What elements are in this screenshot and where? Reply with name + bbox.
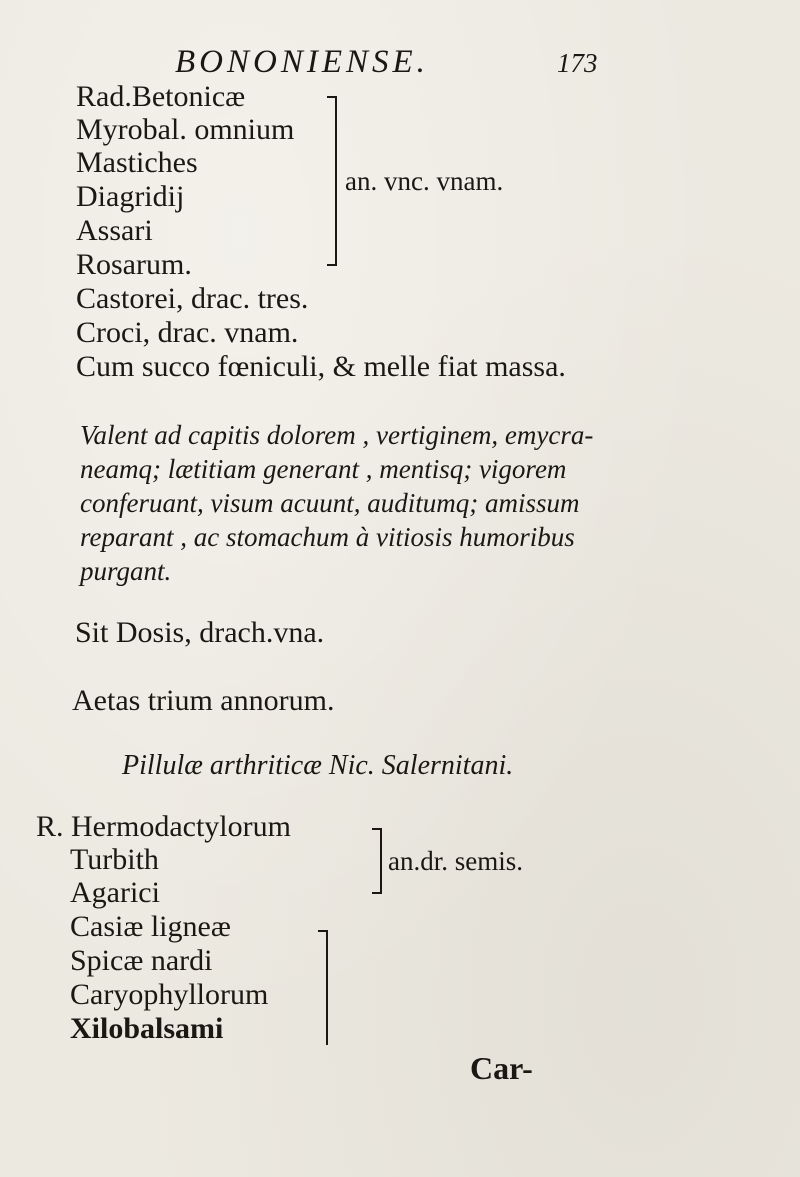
- brace-dose: an. vnc. vnam.: [345, 166, 504, 196]
- ingredient-line: Mastiches: [76, 146, 198, 179]
- instruction-line: Cum succo fœniculi, & melle fiat massa.: [76, 350, 566, 383]
- brace: [372, 828, 384, 894]
- ingredient-line: Croci, drac. vnam.: [76, 316, 299, 349]
- ingredient-line: Assari: [76, 214, 153, 247]
- ingredient-line: Myrobal. omnium: [76, 113, 295, 146]
- running-title: BONONIENSE.: [175, 44, 429, 80]
- ingredient-line: Xilobalsami: [70, 1012, 224, 1045]
- ingredient-line: Turbith: [70, 843, 159, 876]
- paragraph-line: Valent ad capitis dolorem , vertiginem, emycra-: [80, 420, 594, 450]
- section-heading: Pillulæ arthriticæ Nic. Salernitani.: [122, 750, 514, 781]
- ingredient-line: Casiæ ligneæ: [70, 910, 231, 943]
- brace: [327, 96, 339, 266]
- paragraph-line: conferuant, visum acuunt, auditumq; amissum: [80, 488, 580, 518]
- ingredient-line: Diagridij: [76, 180, 185, 213]
- ingredient-line: Castorei, drac. tres.: [76, 282, 309, 315]
- paragraph-line: purgant.: [80, 556, 172, 586]
- paragraph-line: neamq; lætitiam generant , mentisq; vigorem: [80, 454, 567, 484]
- catchword: Car-: [470, 1050, 533, 1086]
- ingredient-line: Agarici: [70, 876, 160, 909]
- page-number: 173: [557, 48, 598, 78]
- ingredient-line: Caryophyllorum: [70, 978, 269, 1011]
- dose-line: Sit Dosis, drach.vna.: [75, 616, 325, 649]
- ingredient-line: Rad.Betonicæ: [76, 80, 246, 113]
- brace-dose: an.dr. semis.: [388, 846, 523, 876]
- ingredient-line: Spicæ nardi: [70, 944, 213, 977]
- brace: [318, 930, 330, 1045]
- paragraph-line: reparant , ac stomachum à vitiosis humoribus: [80, 522, 575, 552]
- age-line: Aetas trium annorum.: [72, 684, 335, 717]
- ingredient-line: Rosarum.: [76, 248, 192, 281]
- ingredient-line: R. Hermodactylorum: [36, 810, 291, 843]
